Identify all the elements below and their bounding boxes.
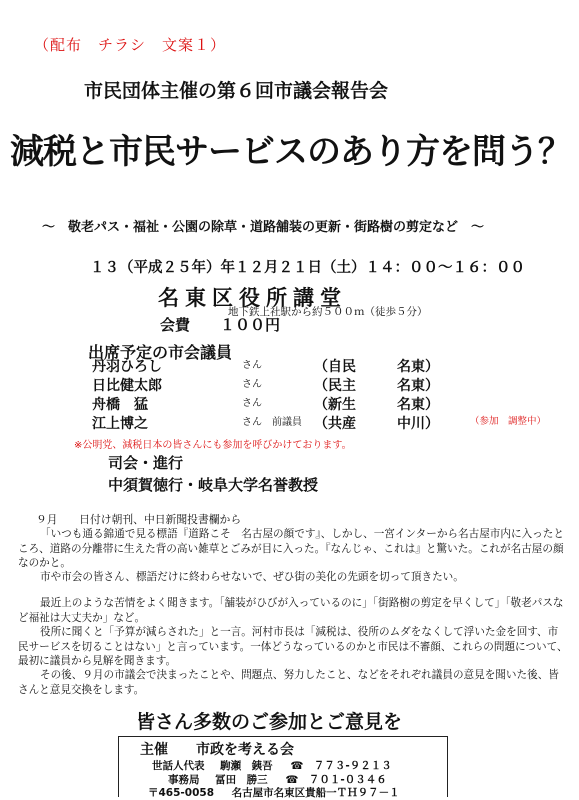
other-parties-note: ※公明党、減税日本の皆さんにも参加を呼びかけております。 — [74, 440, 352, 451]
main-title: 減税と市民サービスのあり方を問う？ — [10, 132, 571, 172]
member-party: （自民 — [314, 359, 356, 375]
postal-code: 〒465-0058 — [148, 787, 214, 799]
member-row — [92, 375, 562, 395]
contact-name: 駒瀬 銕吾 — [220, 760, 273, 772]
member-ward: 名東） — [397, 359, 439, 375]
contact-name: 冨田 勝三 — [215, 774, 268, 786]
contact-phone: ☎ ７０１-０３４６ — [285, 774, 387, 786]
member-ward: 名東） — [397, 378, 439, 394]
venue-access: 地下鉄上社駅から約５００ｍ（徒歩５分） — [228, 306, 428, 318]
venue-name: 名東区役所講堂 — [158, 286, 347, 310]
member-honorific: さん — [242, 379, 262, 390]
contact-role: 事務局 — [168, 774, 200, 786]
fee: 会費 １００円 — [160, 316, 281, 334]
member-honorific: さん 前議員 — [242, 417, 302, 428]
member-row — [92, 394, 562, 414]
member-honorific: さん — [242, 360, 262, 371]
member-name: 日比健太郎 — [92, 378, 162, 394]
body-paragraph: 最近上のような苦情をよく聞きます。「舗装がひびが入っているのに」「街路樹の剪定を早くして」「敬老パスなど福祉は大丈夫か」など。 — [18, 597, 564, 624]
member-ward: 名東） — [397, 397, 439, 413]
member-row — [92, 413, 562, 433]
address-row — [148, 785, 400, 800]
contact-row — [152, 758, 392, 773]
article-dateline: ９月 日付け朝刊、中日新聞投書欄から — [36, 513, 242, 526]
body-paragraph: 役所に聞くと「予算が減らされた」と一言。河村市長は「減税は、役所のムダをなくして浮いた金を回す、市民サービスを切ることはない」と言っています。一体どうなっているのかと市民は不審顔、これらの問題について、最初に議員から見解を聞きます。 — [18, 626, 568, 667]
contact-role: 世話人代表 — [152, 760, 205, 772]
contact-phone: ☎ ７７３-９２１３ — [290, 760, 392, 772]
event-datetime: １３（平成２５年）年１２月２１日（土）１４：００～１６：００ — [90, 260, 525, 276]
event-subtitle: 市民団体主催の第６回市議会報告会 — [84, 80, 389, 102]
topics-line: ～ 敬老パス・福祉・公園の除草・道路舗装の更新・街路樹の剪定など ～ — [42, 220, 485, 235]
member-party: （新生 — [314, 397, 356, 413]
call-to-action: 皆さん多数のご参加とご意見を — [136, 711, 403, 733]
organizer-label: 主催 市政を考える会 — [140, 742, 294, 758]
member-participation-note: （参加 調整中） — [470, 416, 547, 427]
member-honorific: さん — [242, 398, 262, 409]
member-name: 舟橋 猛 — [92, 397, 148, 413]
member-name: 丹羽ひろし — [92, 359, 162, 375]
body-paragraph: 市や市会の皆さん、標語だけに終わらせないで、ぜひ街の美化の先頭を切って頂きたい。 — [40, 571, 464, 583]
member-party: （民主 — [314, 378, 356, 394]
member-party: （共産 — [314, 416, 356, 432]
moderator-name: 中須賀徳行・岐阜大学名誉教授 — [108, 476, 319, 494]
body-paragraph: その後、９月の市議会で決まったことや、問題点、努力したこと、などをそれぞれ議員の意見を聞いた後、皆さんと意見交換をします。 — [18, 669, 559, 696]
member-ward: 中川） — [397, 416, 439, 432]
member-row — [92, 356, 562, 376]
address: 名古屋市名東区貴船一ＴＨ９７－１ — [231, 787, 400, 799]
header-tag: （配布 チラシ 文案１） — [34, 36, 227, 54]
moderator-heading: 司会・進行 — [108, 454, 184, 472]
members-heading: 出席予定の市会議員 — [88, 343, 233, 362]
body-paragraph: 「いつも通る錦通で見る標語『道路こそ 名古屋の顔です』、しかし、一宮インターから名古屋市内に入ったところ、道路の分離帯に生えた背の高い雑草とごみが目に入った。『なんじゃ、これは』と驚いた。これが名古屋の顔なのかと。 — [18, 528, 564, 569]
member-name: 江上博之 — [92, 416, 148, 432]
